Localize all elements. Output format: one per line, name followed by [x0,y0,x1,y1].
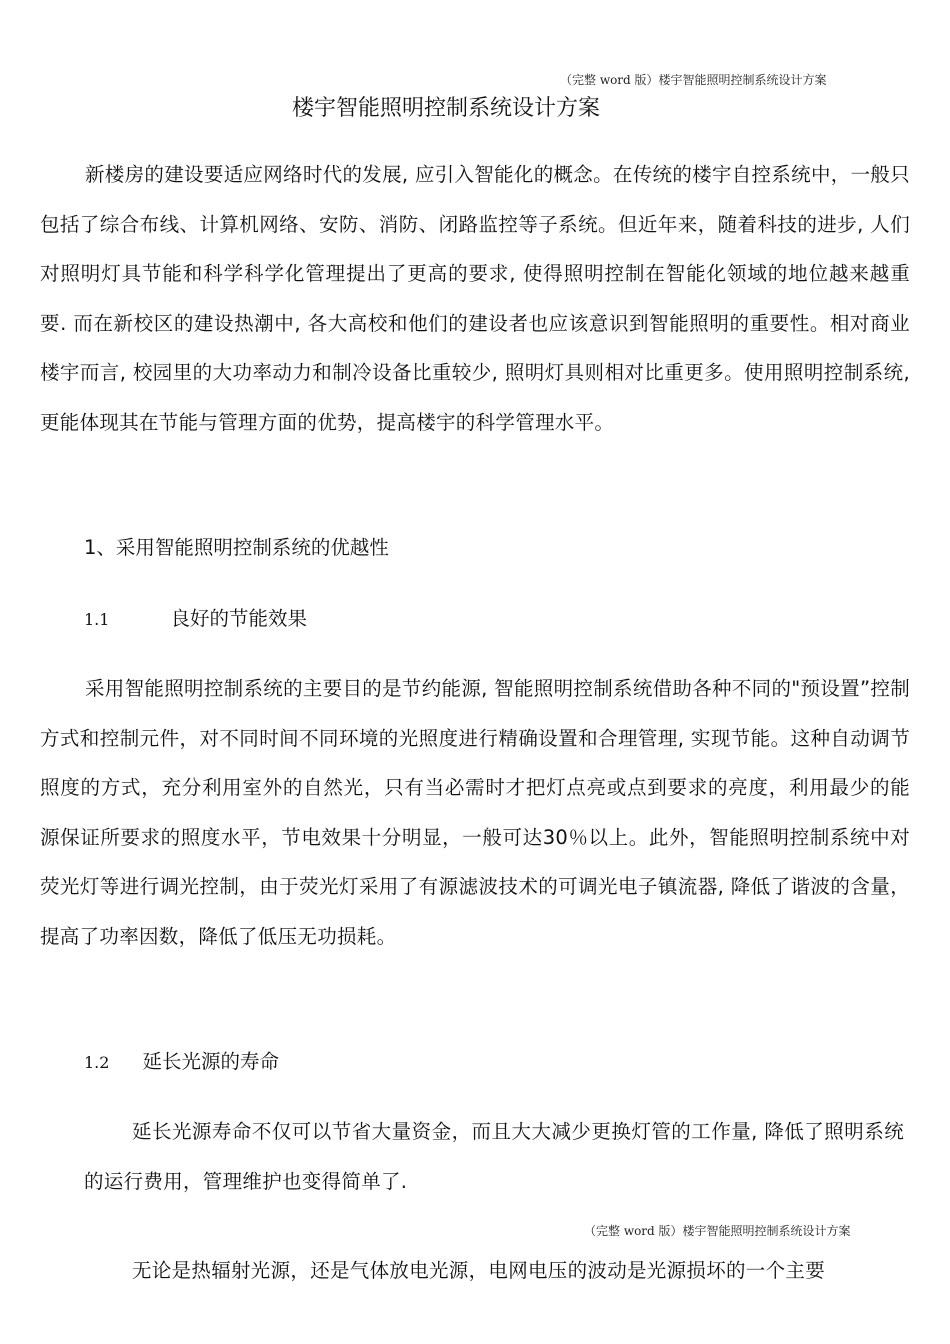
subsection-heading-1-1 [84,603,307,631]
header-note: （完整 word 版）楼宇智能照明控制系统设计方案 [584,1224,851,1238]
subsection-number: 1.2 [84,1053,110,1072]
subsection-number: 1.1 [84,610,110,629]
subsection-heading-1-2 [84,1046,279,1074]
intro-paragraph: 新楼房的建设要适应网络时代的发展, 应引入智能化的概念。在传统的楼宇自控系统中，一般只包括了综合布线、计算机网络、安防、消防、闭路监控等子系统。但近年来，随着科技的进步, 人们对照明灯具节能和科学科学化管理提出了更高的要求, 使得照明控制在智能化领域的地位越来越重要. 而在新校区的建设热潮中, 各大高校和他们的建设者也应该意识到智能照明的重要性。相对商业楼宇而言, 校园里的大功率动力和制冷设备比重较少, 照明灯具则相对比重更多。使用照明控制系统, 更能体现其在节能与管理方面的优势，提高楼宇的科学管理水平。 [40,163,910,434]
paragraph: 延长光源寿命不仅可以节省大量资金，而且大大减少更换灯管的工作量, 降低了照明系统的运行费用，管理维护也变得简单了. [84,1120,904,1193]
paragraph: 采用智能照明控制系统的主要目的是节约能源, 智能照明控制系统借助各种不同的"预设置”控制方式和控制元件，对不同时间不同环境的光照度进行精确设置和合理管理, 实现节能。这种自动调节照度的方式，充分利用室外的自然光，只有当必需时才把灯点亮或点到要求的亮度，利用最少的能源保证所要求的照度水平，节电效果十分明显，一般可达30％以上。此外，智能照明控制系统中对荧光灯等进行调光控制，由于荧光灯采用了有源滤波技术的可调光电子镇流器, 降低了谐波的含量，提高了功率因数，降低了低压无功损耗。 [40,677,910,948]
header-note: （完整 word 版）楼宇智能照明控制系统设计方案 [560,73,827,87]
subsection-title: 良好的节能效果 [170,607,308,630]
section-heading: 1、采用智能照明控制系统的优越性 [84,536,389,559]
document-title: 楼宇智能照明控制系统设计方案 [292,96,601,121]
subsection-title: 延长光源的寿命 [142,1050,280,1073]
paragraph: 无论是热辐射光源，还是气体放电光源，电网电压的波动是光源损坏的一个主要 [132,1259,826,1282]
